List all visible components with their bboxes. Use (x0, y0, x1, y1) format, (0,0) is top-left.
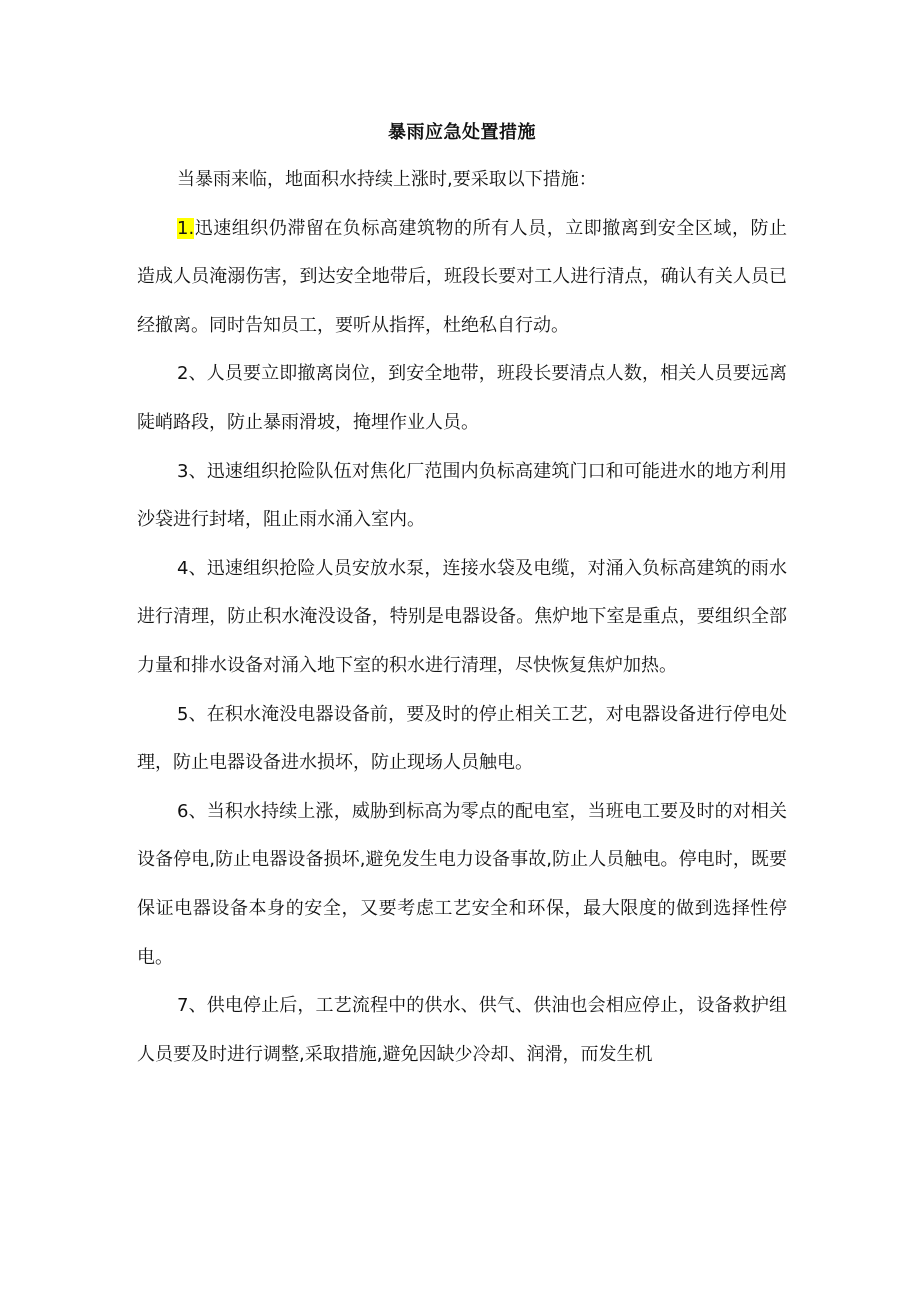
item-2-paragraph: 2、人员要立即撤离岗位，到安全地带，班段长要清点人数，相关人员要远离陡峭路段，防止暴雨滑坡，掩埋作业人员。 (137, 363, 787, 433)
intro-paragraph: 当暴雨来临，地面积水持续上涨时,要采取以下措施： (177, 169, 597, 190)
document-title: 暴雨应急处置措施 (388, 122, 536, 143)
item-7-paragraph: 7、供电停止后，工艺流程中的供水、供气、供油也会相应停止，设备救护组人员要及时进行调整,采取措施,避免因缺少冷却、润滑，而发生机 (137, 995, 787, 1065)
item-1-paragraph (137, 205, 787, 351)
highlighted-item-number: 1. (177, 217, 195, 239)
document-page (137, 120, 787, 1079)
item-1-text: 迅速组织仍滞留在负标高建筑物的所有人员，立即撤离到安全区域，防止造成人员淹溺伤害，到达安全地带后，班段长要对工人进行清点，确认有关人员已经撤离。同时告知员工，要听从指挥，杜绝私自行动。 (137, 217, 787, 336)
item-4-paragraph: 4、迅速组织抢险人员安放水泵，连接水袋及电缆，对涌入负标高建筑的雨水进行清理，防止积水淹没设备，特别是电器设备。焦炉地下室是重点，要组织全部力量和排水设备对涌入地下室的积水进行清理，尽快恢复焦炉加热。 (137, 557, 787, 676)
item-3-paragraph: 3、迅速组织抢险队伍对焦化厂范围内负标高建筑门口和可能进水的地方利用沙袋进行封堵，阻止雨水涌入室内。 (137, 460, 787, 531)
item-6-paragraph: 6、当积水持续上涨，威胁到标高为零点的配电室，当班电工要及时的对相关设备停电,防止电器设备损坏,避免发生电力设备事故,防止人员触电。停电时，既要保证电器设备本身的安全，又要考虑工艺安全和环保，最大限度的做到选择性停电。 (137, 800, 787, 968)
item-5-paragraph: 5、在积水淹没电器设备前，要及时的停止相关工艺，对电器设备进行停电处理，防止电器设备进水损坏，防止现场人员触电。 (137, 703, 787, 774)
